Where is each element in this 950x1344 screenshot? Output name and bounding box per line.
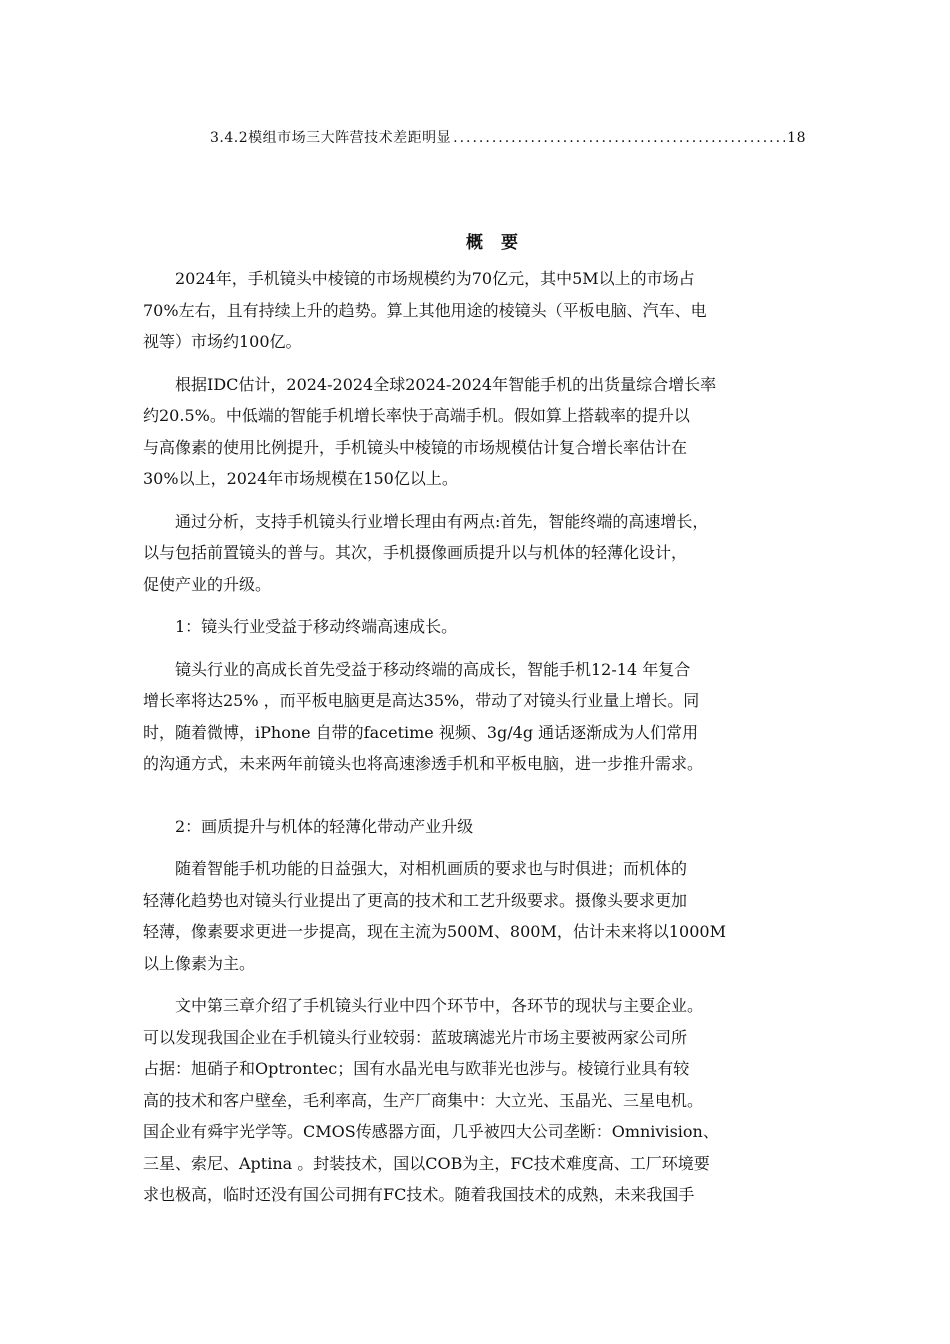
paragraph-market-size bbox=[143, 263, 809, 358]
text-line: 视等）市场约100亿。 bbox=[143, 332, 302, 351]
text-line: 的沟通方式，未来两年前镜头也将高速渗透手机和平板电脑，进一步推升需求。 bbox=[143, 754, 704, 773]
text-line: 可以发现我国企业在手机镜头行业较弱：蓝玻璃滤光片市场主要被两家公司所 bbox=[143, 1027, 688, 1047]
text-line: 30%以上，2024年市场规模在150亿以上。 bbox=[143, 469, 458, 488]
text-line: 促使产业的升级。 bbox=[143, 574, 272, 594]
text-line: 时，随着微博，iPhone 自带的facetime 视频、3g/4g 通话逐渐成为人们常用 bbox=[143, 722, 699, 742]
text-line: 2：画质提升与机体的轻薄化带动产业升级 bbox=[175, 816, 474, 836]
toc-entry[interactable] bbox=[210, 127, 806, 147]
text-line: 以上像素为主。 bbox=[143, 953, 256, 973]
toc-entry-label: 3.4.2模组市场三大阵营技术差距明显 bbox=[210, 130, 452, 146]
text-line: 与高像素的使用比例提升，手机镜头中棱镜的市场规模估计复合增长率估计在 bbox=[143, 437, 688, 457]
point-2-heading bbox=[143, 811, 809, 843]
text-line: 轻薄，像素要求更进一步提高，现在主流为500M、800M，估计未来将以1000M bbox=[143, 922, 726, 941]
text-line: 随着智能手机功能的日益强大，对相机画质的要求也与时俱进；而机体的 bbox=[175, 859, 688, 878]
toc-dot-leader bbox=[453, 130, 785, 146]
text-line: 占据：旭硝子和Optrontec；国有水晶光电与欧菲光也涉与。棱镜行业具有较 bbox=[143, 1059, 690, 1078]
text-line: 增长率将达25% ，而平板电脑更是高达35%，带动了对镜头行业量上增长。同 bbox=[143, 691, 700, 710]
text-line: 镜头行业的高成长首先受益于移动终端的高成长，智能手机12-14 年复合 bbox=[175, 659, 691, 679]
text-line: 2024年，手机镜头中棱镜的市场规模约为70亿元，其中5M以上的市场占 bbox=[175, 269, 695, 288]
body-text bbox=[143, 263, 809, 1222]
paragraph-chapter-three bbox=[143, 990, 809, 1211]
text-line: 70%左右，且有持续上升的趋势。算上其他用途的棱镜头（平板电脑、汽车、电 bbox=[143, 300, 707, 320]
text-line: 约20.5%。中低端的智能手机增长率快于高端手机。假如算上搭载率的提升以 bbox=[143, 406, 690, 425]
point-1-heading bbox=[143, 611, 809, 643]
text-line: 轻薄化趋势也对镜头行业提出了更高的技术和工艺升级要求。摄像头要求更加 bbox=[143, 890, 688, 910]
text-line: 国企业有舜宇光学等。CMOS传感器方面，几乎被四大公司垄断：Omnivision、 bbox=[143, 1122, 719, 1141]
toc-page-number: 18 bbox=[787, 130, 806, 146]
text-line: 求也极高，临时还没有国公司拥有FC技术。随着我国技术的成熟，未来我国手 bbox=[143, 1185, 695, 1204]
text-line: 1：镜头行业受益于移动终端高速成长。 bbox=[175, 617, 458, 636]
paragraph-growth-reasons bbox=[143, 506, 809, 601]
paragraph-image-quality bbox=[143, 853, 809, 979]
section-heading: 概 要 bbox=[466, 233, 524, 253]
text-line: 高的技术和客户壁垒，毛利率高，生产厂商集中：大立光、玉晶光、三星电机。 bbox=[143, 1090, 704, 1110]
text-line: 文中第三章介绍了手机镜头行业中四个环节中，各环节的现状与主要企业。 bbox=[175, 996, 704, 1015]
paragraph-mobile-growth bbox=[143, 654, 809, 780]
paragraph-idc-estimate bbox=[143, 369, 809, 495]
text-line: 三星、索尼、Aptina 。封装技术，国以COB为主，FC技术难度高、工厂环境要 bbox=[143, 1153, 710, 1173]
text-line: 以与包括前置镜头的普与。其次，手机摄像画质提升以与机体的轻薄化设计， bbox=[143, 543, 688, 562]
text-line: 根据IDC估计，2024-2024全球2024-2024年智能手机的出货量综合增长率 bbox=[175, 374, 717, 394]
text-line: 通过分析，支持手机镜头行业增长理由有两点:首先，智能终端的高速增长， bbox=[175, 511, 709, 531]
